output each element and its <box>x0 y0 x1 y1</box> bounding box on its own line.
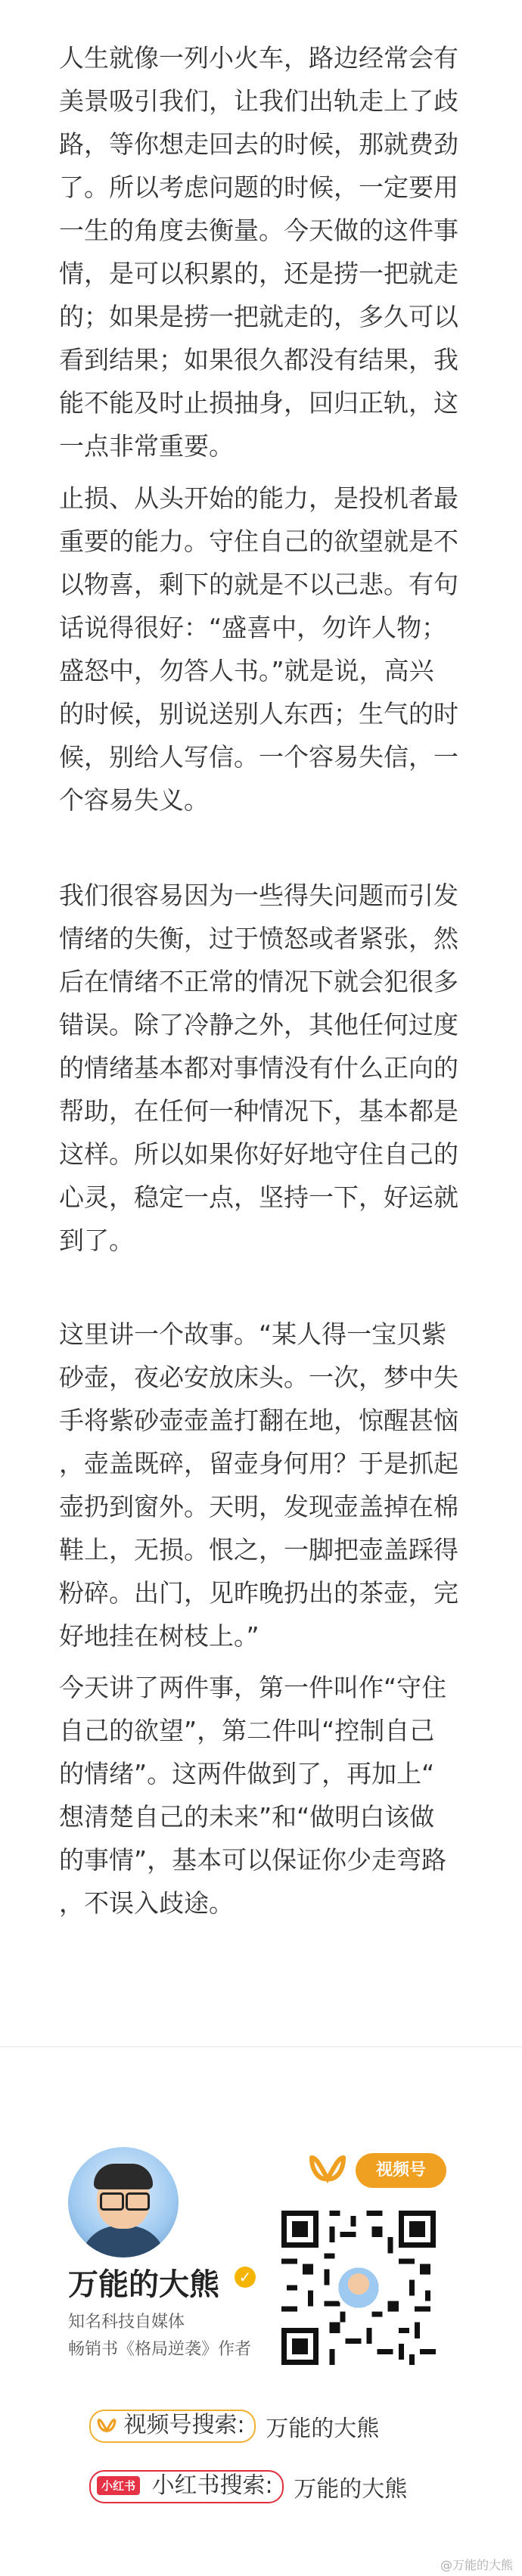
paragraph-line: ，不误入歧途。 <box>59 1888 234 1918</box>
xiaohongshu-search-label: 小红书搜索: <box>151 2472 273 2499</box>
paragraph-4 <box>59 1313 513 1658</box>
xiaohongshu-search-value: 万能的大熊 <box>294 2476 408 2503</box>
paragraph-line: 后在情绪不正常的情况下就会犯很多 <box>59 967 458 996</box>
avatar-glasses-left <box>100 2192 124 2211</box>
channels-search-label: 视频号搜索: <box>123 2411 245 2438</box>
paragraph-line: 错误。除了冷静之外，其他任何过度 <box>59 1010 458 1039</box>
paragraph-1 <box>59 36 513 468</box>
paragraph-line: 想清楚自己的未来”和“做明白该做 <box>59 1802 435 1832</box>
paragraph-line: 壶扔到窗外。天明，发现壶盖掉在棉 <box>59 1492 458 1521</box>
avatar-body <box>80 2226 166 2257</box>
watermark: @万能的大熊 <box>440 2558 513 2572</box>
paragraph-line: 砂壶，夜必安放床头。一次，梦中失 <box>59 1363 458 1392</box>
paragraph-line: 止损、从头开始的能力，是投机者最 <box>59 483 458 513</box>
channels-search-value: 万能的大熊 <box>266 2416 380 2442</box>
paragraph-line: 自己的欲望”，第二件叫“控制自己 <box>59 1716 435 1745</box>
paragraph-line: 这里讲一个故事。“某人得一宝贝紫 <box>59 1319 447 1349</box>
channel-badge[interactable]: 视频号 <box>356 2153 446 2188</box>
paragraph-line: 鞋上，无损。恨之，一脚把壶盖踩得 <box>59 1535 458 1565</box>
paragraph-line: 的情绪”。这两件做到了，再加上“ <box>59 1759 435 1788</box>
author-book: 畅销书《格局逆袭》作者 <box>68 2340 252 2359</box>
xiaohongshu-search-row[interactable] <box>89 2470 422 2508</box>
xiaohongshu-search-pill <box>89 2470 284 2503</box>
paragraph-line: 话说得很好：“盛喜中，勿许人物； <box>59 613 447 642</box>
paragraph-line: 情，是可以积累的，还是捞一把就走 <box>59 259 458 288</box>
paragraph-line: 今天讲了两件事，第一件叫作“守住 <box>59 1673 447 1702</box>
channels-search-row[interactable] <box>89 2410 422 2447</box>
paragraph-line: 的；如果是捞一把就走的，多久可以 <box>59 302 458 331</box>
qr-code-icon[interactable] <box>281 2211 436 2365</box>
paragraph-line: 的事情”，基本可以保证你少走弯路 <box>59 1845 447 1875</box>
avatar[interactable] <box>68 2147 179 2257</box>
paragraph-line: 人生就像一列小火车，路边经常会有 <box>59 43 458 73</box>
paragraph-line: 候，别给人写信。一个容易失信，一 <box>59 742 458 772</box>
paragraph-line: 重要的能力。守住自己的欲望就是不 <box>59 527 458 556</box>
paragraph-line: 能不能及时止损抽身，回归正轨，这 <box>59 388 458 418</box>
paragraph-2 <box>59 477 513 822</box>
author-name: 万能的大熊 <box>68 2267 219 2302</box>
paragraph-line: 美景吸引我们，让我们出轨走上了歧 <box>59 86 458 116</box>
paragraph-line: 我们很容易因为一些得失问题而引发 <box>59 881 458 910</box>
author-description: 知名科技自媒体 <box>68 2313 185 2332</box>
paragraph-line: 盛怒中，勿答人书。”就是说，高兴 <box>59 656 434 685</box>
channels-search-pill <box>89 2410 256 2443</box>
paragraph-5 <box>59 1666 513 1925</box>
paragraph-line: 的情绪基本都对事情没有什么正向的 <box>59 1053 458 1083</box>
paragraph-line: 帮助，在任何一种情况下，基本都是 <box>59 1096 458 1126</box>
paragraph-line: 以物喜，剩下的就是不以己悲。有句 <box>59 570 458 599</box>
channels-logo-icon <box>309 2152 346 2186</box>
paragraph-line: 手将紫砂壶壶盖打翻在地，惊醒甚恼 <box>59 1406 458 1435</box>
paragraph-line: ，壶盖既碎，留壶身何用？于是抓起 <box>59 1449 458 1478</box>
paragraph-line: 个容易失义。 <box>59 785 209 815</box>
paragraph-line: 粉碎。出门，见昨晚扔出的茶壶，完 <box>59 1578 458 1608</box>
paragraph-line: 一生的角度去衡量。今天做的这件事 <box>59 216 458 245</box>
avatar-hair <box>94 2164 153 2189</box>
paragraph-line: 这样。所以如果你好好地守住自己的 <box>59 1139 458 1169</box>
paragraph-line: 到了。 <box>59 1226 134 1255</box>
paragraph-line: 心灵，稳定一点，坚持一下，好运就 <box>59 1182 458 1212</box>
paragraph-line: 了。所以考虑问题的时候，一定要用 <box>59 172 458 202</box>
paragraph-line: 情绪的失衡，过于愤怒或者紧张，然 <box>59 924 458 953</box>
xiaohongshu-logo-icon: 小红书 <box>97 2476 140 2495</box>
paragraph-line: 看到结果；如果很久都没有结果，我 <box>59 345 458 374</box>
paragraph-line: 的时候，别说送别人东西；生气的时 <box>59 699 458 729</box>
paragraph-line: 路，等你想走回去的时候，那就费劲 <box>59 129 458 159</box>
verified-badge-icon: ✓ <box>235 2267 256 2288</box>
paragraph-line: 好地挂在树枝上。” <box>59 1621 259 1651</box>
channels-small-icon <box>97 2416 117 2435</box>
avatar-glasses-right <box>126 2192 150 2211</box>
paragraph-3 <box>59 874 513 1262</box>
paragraph-line: 一点非常重要。 <box>59 431 234 461</box>
